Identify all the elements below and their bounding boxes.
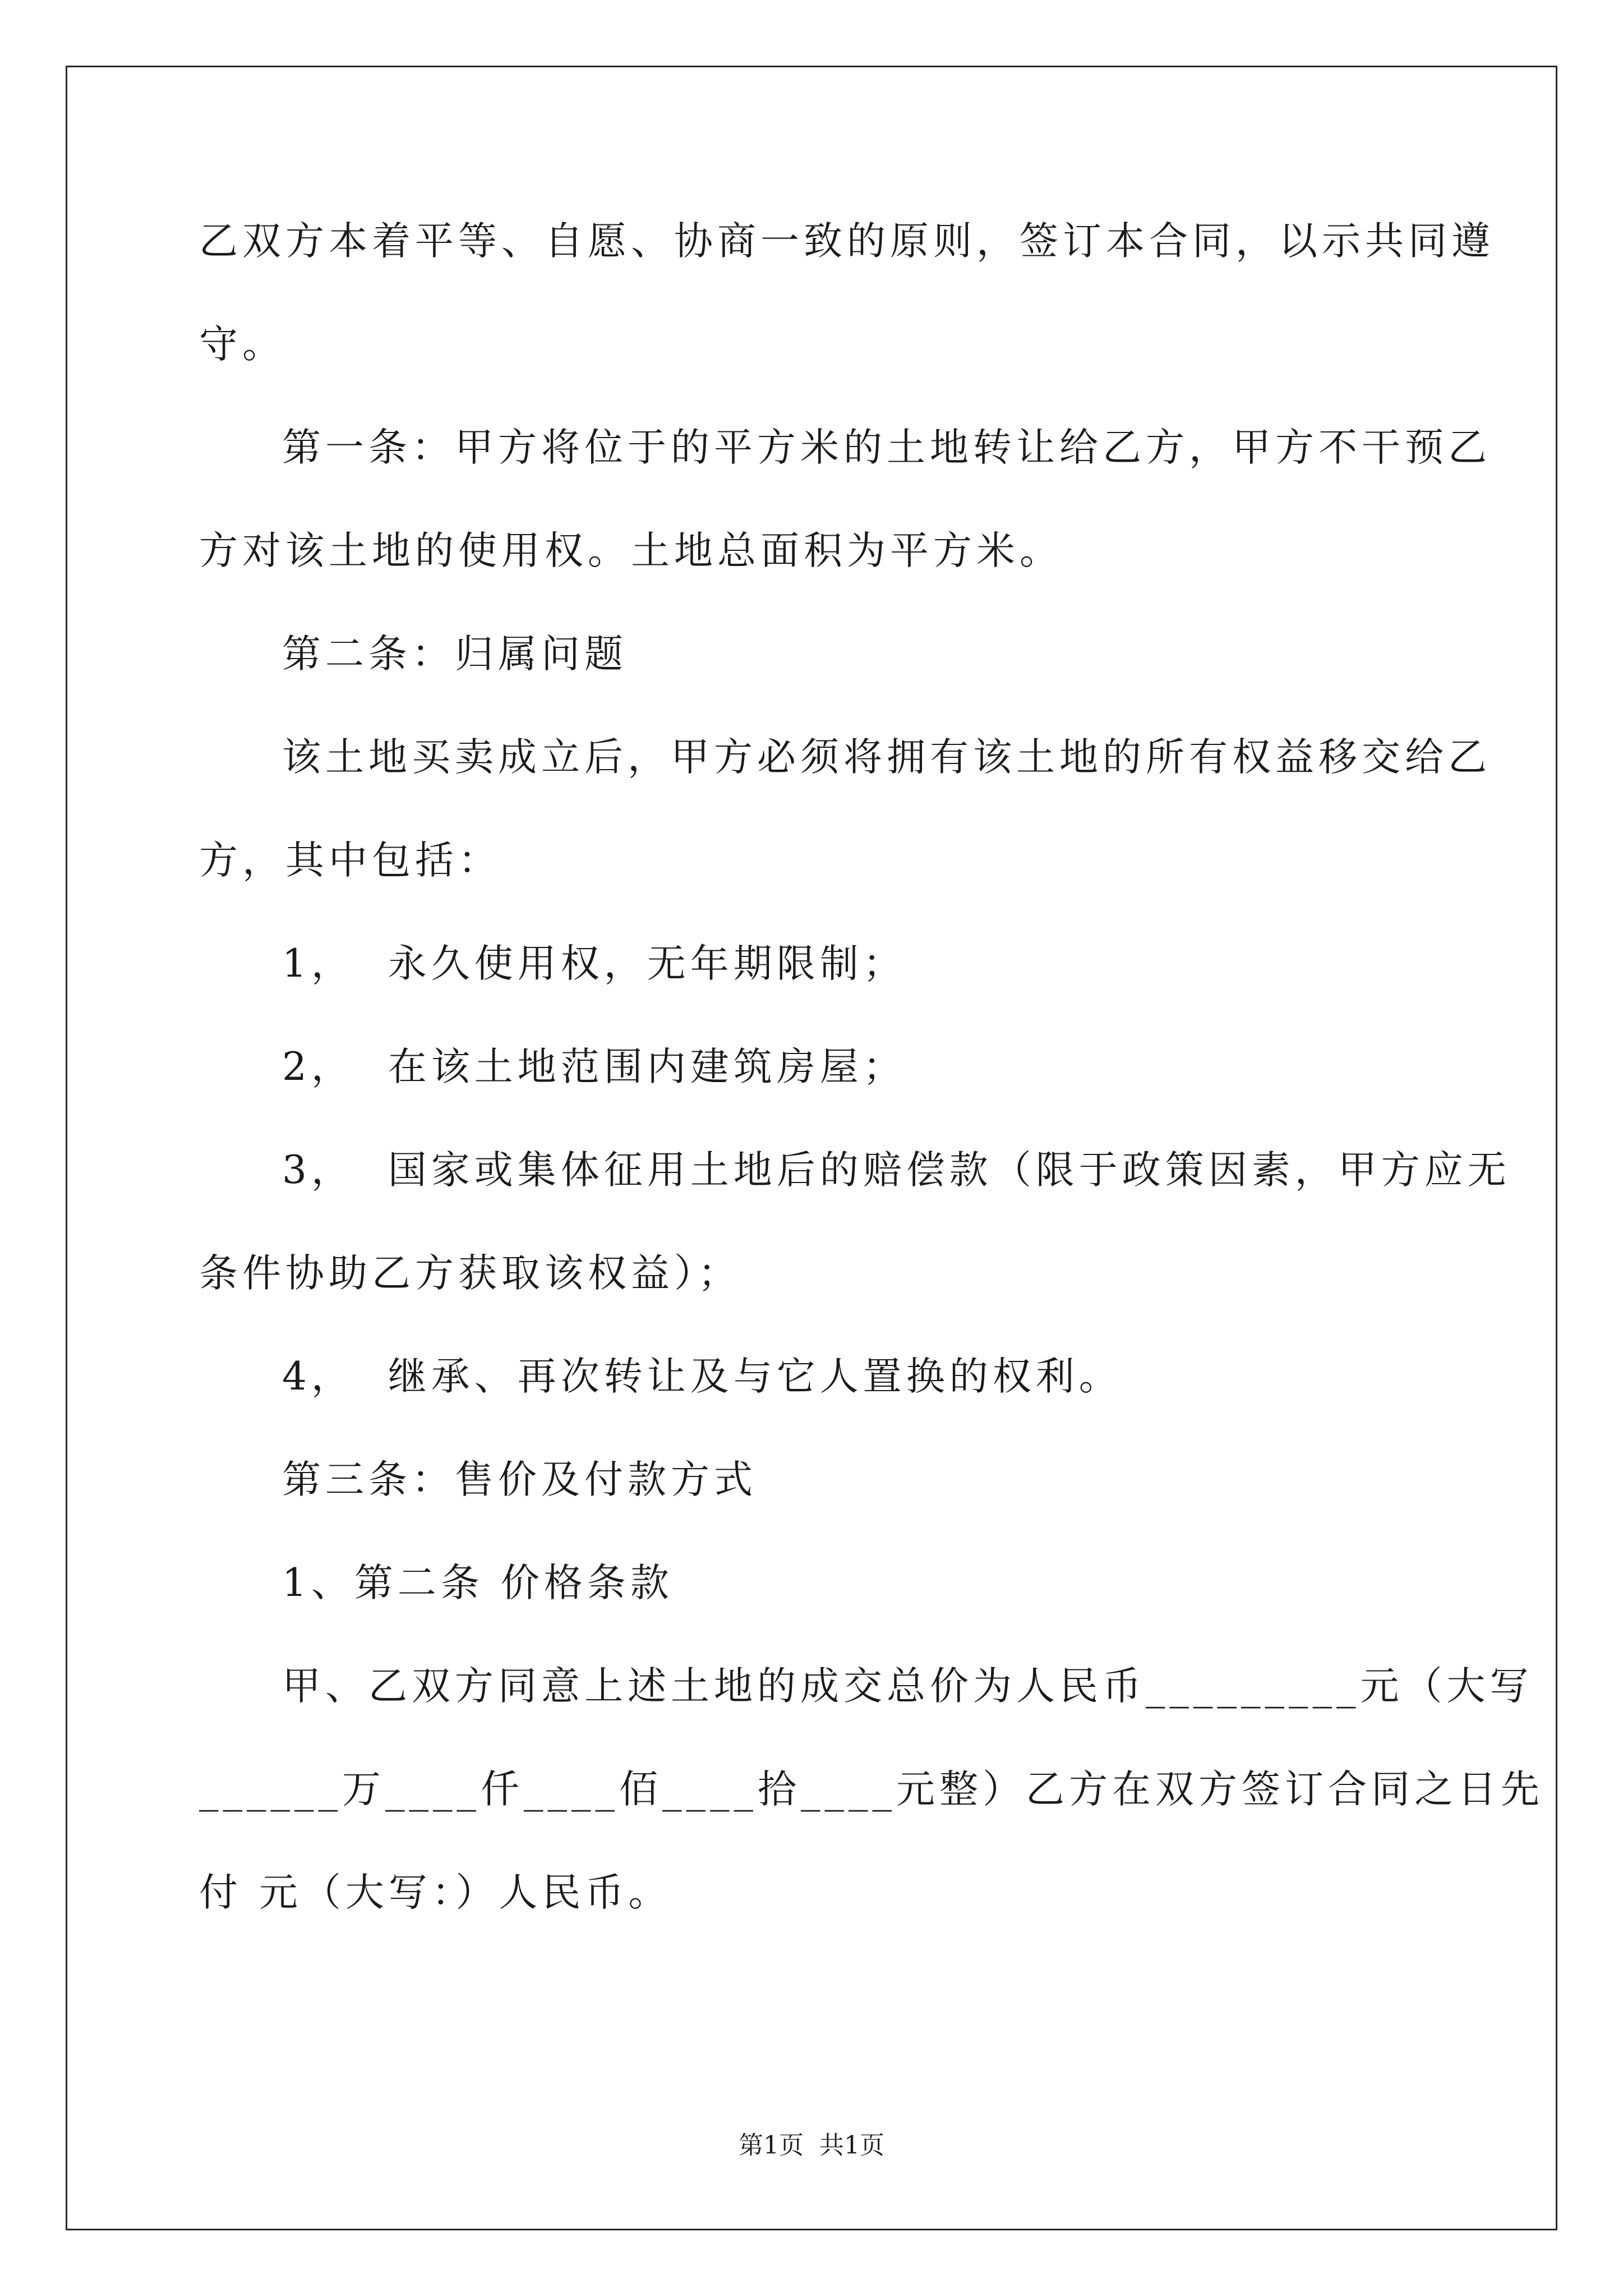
list-item: 4， 继承、再次转让及与它人置换的权利。: [282, 1354, 1122, 1399]
text-line: ______万____仟____佰____拾____元整）乙方在双方签订合同之日先: [199, 1767, 1544, 1812]
page-footer: 第1页 共1页: [739, 2131, 884, 2160]
text-line: 第一条：甲方将位于的平方米的土地转让给乙方，甲方不干预乙: [282, 425, 1491, 470]
text-line: 甲、乙双方同意上述土地的成交总价为人民币_________元（大写: [282, 1664, 1533, 1709]
list-item: 2， 在该土地范围内建筑房屋；: [282, 1045, 906, 1089]
text-line: 1、第二条 价格条款: [282, 1561, 674, 1605]
text-line: 守。: [199, 322, 285, 367]
section-heading: 第二条：归属问题: [282, 632, 628, 677]
text-line: 该土地买卖成立后，甲方必须将拥有该土地的所有权益移交给乙: [282, 735, 1491, 780]
text-line: 方对该土地的使用权。土地总面积为平方米。: [199, 528, 1063, 573]
list-item: 3， 国家或集体征用土地后的赔偿款（限于政策因素，甲方应无: [282, 1148, 1511, 1193]
text-line: 乙双方本着平等、自愿、协商一致的原则，签订本合同，以示共同遵: [199, 219, 1495, 264]
text-line: 付 元（大写：）人民币。: [199, 1870, 672, 1915]
text-line: 方，其中包括：: [199, 838, 501, 883]
list-item: 1， 永久使用权，无年期限制；: [282, 941, 906, 986]
text-line: 条件协助乙方获取该权益）；: [199, 1251, 741, 1296]
section-heading: 第三条：售价及付款方式: [282, 1457, 757, 1502]
